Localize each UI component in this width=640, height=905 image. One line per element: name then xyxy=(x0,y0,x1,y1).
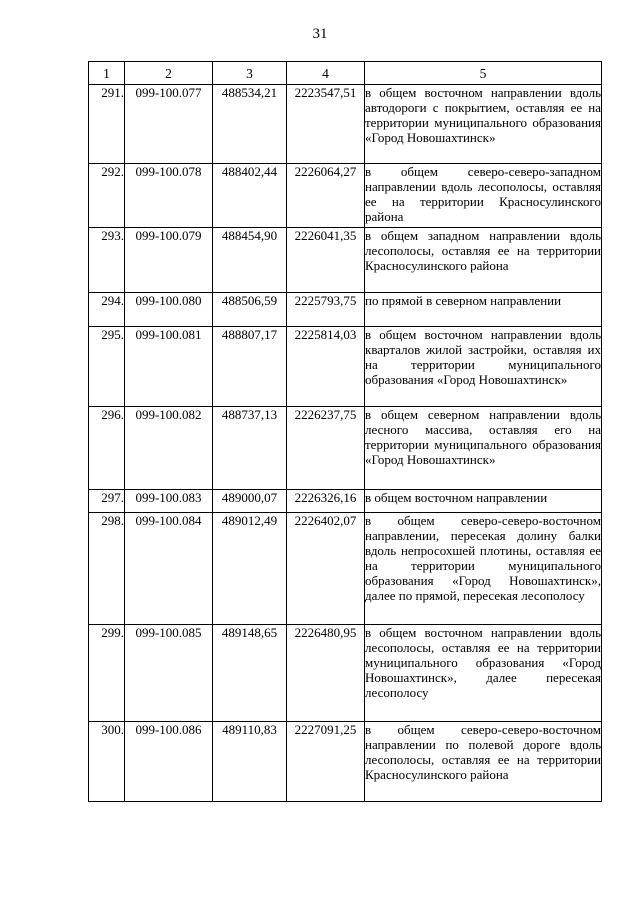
table-row xyxy=(89,228,602,293)
coord-y: 2226237,75 xyxy=(287,407,365,490)
point-id: 099-100.081 xyxy=(125,327,213,407)
point-id: 099-100.077 xyxy=(125,85,213,164)
boundary-description: в общем северо-северо-западном направлении вдоль лесополосы, оставляя ее на территории Красносулинского района xyxy=(365,164,602,228)
point-id: 099-100.082 xyxy=(125,407,213,490)
table-row xyxy=(89,327,602,407)
boundary-description: в общем восточном направлении вдоль кварталов жилой застройки, оставляя их на территории муниципального образования «Город Новошахтинск» xyxy=(365,327,602,407)
point-id: 099-100.078 xyxy=(125,164,213,228)
point-number: 300. xyxy=(89,722,125,802)
point-id: 099-100.079 xyxy=(125,228,213,293)
coord-y: 2226402,07 xyxy=(287,513,365,625)
table-row xyxy=(89,293,602,327)
coord-y: 2226064,27 xyxy=(287,164,365,228)
point-number: 294. xyxy=(89,293,125,327)
coord-x: 488454,90 xyxy=(213,228,287,293)
point-number: 292. xyxy=(89,164,125,228)
point-number: 298. xyxy=(89,513,125,625)
coord-y: 2226041,35 xyxy=(287,228,365,293)
header-cell: 3 xyxy=(213,62,287,85)
coord-x: 488807,17 xyxy=(213,327,287,407)
coord-y: 2225814,03 xyxy=(287,327,365,407)
coord-y: 2223547,51 xyxy=(287,85,365,164)
table-row xyxy=(89,85,602,164)
table-row xyxy=(89,625,602,722)
coord-y: 2227091,25 xyxy=(287,722,365,802)
coord-y: 2226326,16 xyxy=(287,490,365,513)
point-number: 291. xyxy=(89,85,125,164)
table-row xyxy=(89,722,602,802)
header-cell: 2 xyxy=(125,62,213,85)
point-number: 293. xyxy=(89,228,125,293)
coord-y: 2226480,95 xyxy=(287,625,365,722)
table-header-row xyxy=(89,62,602,85)
table-row xyxy=(89,513,602,625)
table-row xyxy=(89,164,602,228)
point-id: 099-100.083 xyxy=(125,490,213,513)
coord-x: 488402,44 xyxy=(213,164,287,228)
table-row xyxy=(89,407,602,490)
page-number: 31 xyxy=(312,26,328,42)
boundary-description: по прямой в северном направлении xyxy=(365,293,602,327)
header-cell: 5 xyxy=(365,62,602,85)
coord-x: 488737,13 xyxy=(213,407,287,490)
boundary-description: в общем западном направлении вдоль лесополосы, оставляя ее на территории Красносулинского района xyxy=(365,228,602,293)
point-id: 099-100.085 xyxy=(125,625,213,722)
coord-x: 488506,59 xyxy=(213,293,287,327)
coord-x: 488534,21 xyxy=(213,85,287,164)
point-id: 099-100.080 xyxy=(125,293,213,327)
boundary-description: в общем восточном направлении вдоль лесополосы, оставляя ее на территории муниципального образования «Город Новошахтинск», далее пересекая лесополосу xyxy=(365,625,602,722)
header-cell: 4 xyxy=(287,62,365,85)
point-number: 295. xyxy=(89,327,125,407)
header-cell: 1 xyxy=(89,62,125,85)
coord-x: 489012,49 xyxy=(213,513,287,625)
boundary-description: в общем восточном направлении вдоль автодороги с покрытием, оставляя ее на территории муниципального образования «Город Новошахтинск» xyxy=(365,85,602,164)
point-number: 296. xyxy=(89,407,125,490)
point-id: 099-100.084 xyxy=(125,513,213,625)
point-id: 099-100.086 xyxy=(125,722,213,802)
coord-x: 489148,65 xyxy=(213,625,287,722)
table-row xyxy=(89,490,602,513)
point-number: 299. xyxy=(89,625,125,722)
boundary-description: в общем северо-северо-восточном направлении по полевой дороге вдоль лесополосы, оставляя ее на территории Красносулинского района xyxy=(365,722,602,802)
coord-x: 489000,07 xyxy=(213,490,287,513)
boundary-description: в общем северном направлении вдоль лесного массива, оставляя его на территории муниципального образования «Город Новошахтинск» xyxy=(365,407,602,490)
coord-y: 2225793,75 xyxy=(287,293,365,327)
boundary-description: в общем восточном направлении xyxy=(365,490,602,513)
point-number: 297. xyxy=(89,490,125,513)
boundary-description: в общем северо-северо-восточном направлении, пересекая долину балки вдоль непросохшей плотины, оставляя ее на территории муниципального образования «Город Новошахтинск», далее по прямой, пересекая лесополосу xyxy=(365,513,602,625)
coord-x: 489110,83 xyxy=(213,722,287,802)
boundary-points-table xyxy=(88,61,602,802)
